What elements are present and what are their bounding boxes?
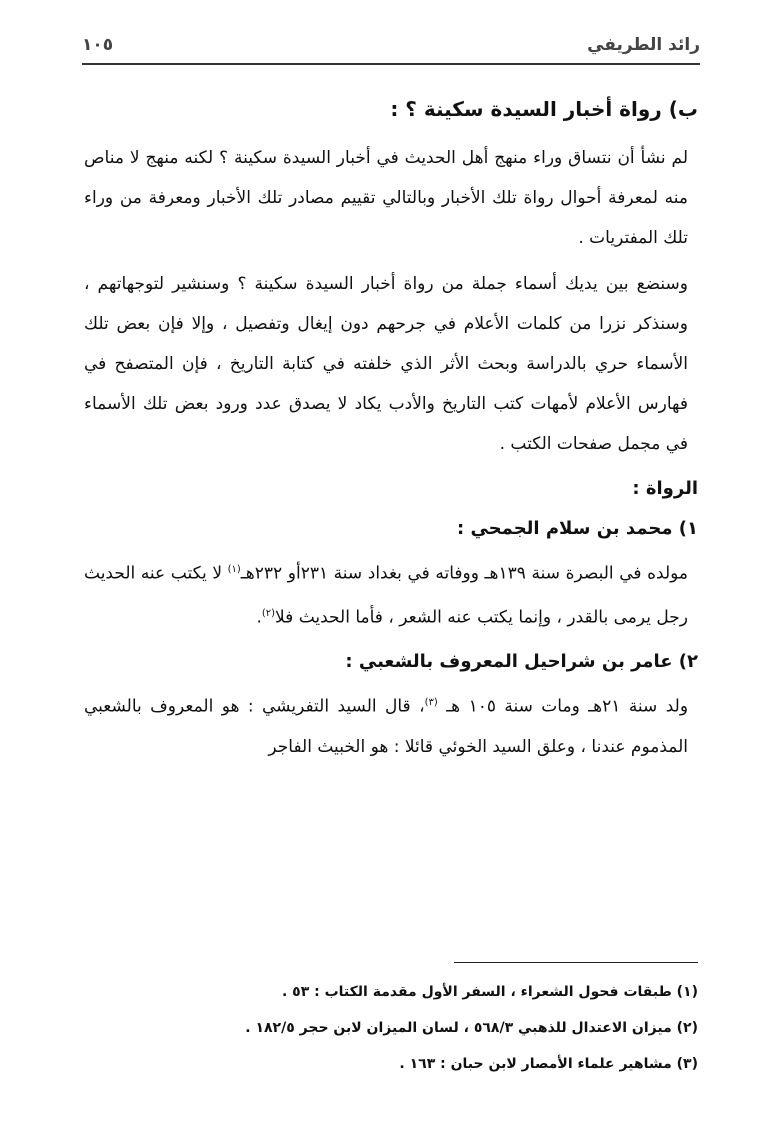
narrator-2-text-a: ولد سنة ٢١هـ ومات سنة ١٠٥ هـ — [446, 696, 689, 717]
narrator-1-text — [84, 550, 698, 637]
narrator-2-text-b: ، قال السيد التفريشي : هو المعروف بالشعبي المذموم عندنا ، وعلق السيد الخوئي قائلا : هو الخبيث الفاجر — [84, 696, 688, 757]
footnotes — [84, 974, 698, 1082]
footnote-1: (١) طبقات فحول الشعراء ، السفر الأول مقدمة الكتاب : ٥٣ . — [281, 984, 698, 1000]
running-header — [82, 30, 700, 60]
section-heading: ب) رواة أخبار السيدة سكينة ؟ : — [390, 97, 698, 121]
page-number: ١٠٥ — [82, 35, 114, 55]
header-divider — [82, 63, 700, 65]
footnote-3: (٣) مشاهير علماء الأمصار لابن حبان : ١٦٣ . — [399, 1056, 698, 1072]
narrators-heading: الرواة : — [632, 478, 698, 499]
narrator-1-text-c: . — [256, 607, 262, 628]
footnote-ref-2: (٢) — [261, 607, 276, 619]
footnote-ref-3: (٣) — [424, 697, 438, 709]
running-title: رائد الطريفي — [587, 35, 700, 55]
footnote-ref-1: (١) — [227, 564, 241, 575]
narrator-1-title: ١) محمد بن سلام الجمحي : — [456, 518, 698, 539]
narrator-1-text-b: لا يكتب عنه الحديث رجل يرمى بالقدر ، وإنما يكتب عنه الشعر ، فأما الحديث فلا — [84, 563, 688, 628]
narrator-1-text-a: مولده في البصرة سنة ١٣٩هـ ووفاته في بغداد سنة ٢٣١أو ٢٣٢هـ — [240, 563, 689, 584]
paragraph-1: لم نشأ أن نتساق وراء منهج أهل الحديث في أخبار السيدة سكينة ؟ لكنه منهج لا مناص منه لمعرفة أحوال رواة تلك الأخبار وبالتالي تقييم مصادر تلك الأخبار ومعرفة من وراء تلك المفتريات . — [84, 148, 688, 248]
footnote-2: (٢) ميزان الاعتدال للذهبي ٥٦٨/٣ ، لسان الميزان لابن حجر ١٨٢/٥ . — [245, 1020, 698, 1036]
footnote-divider — [454, 962, 698, 963]
main-text — [84, 82, 698, 773]
paragraph-2: وسنضع بين يديك أسماء جملة من رواة أخبار السيدة سكينة ؟ وسنشير لتوجهاتهم ، وسنذكر نزرا من كلمات الأعلام في جرحهم دون إيغال وتفصيل ، وإلا فإن بعض تلك الأسماء حري بالدراسة وبحث الأثر الذي خلفته في كتابة التاريخ ، فإن المتصفح في فهارس الأعلام لأمهات كتب التاريخ والأدب يكاد لا يصدق عدد ورود بعض تلك الأسماء في مجمل صفحات الكتب . — [84, 274, 688, 454]
narrator-2-title: ٢) عامر بن شراحيل المعروف بالشعبي : — [345, 651, 698, 673]
narrator-2-text — [84, 683, 698, 767]
